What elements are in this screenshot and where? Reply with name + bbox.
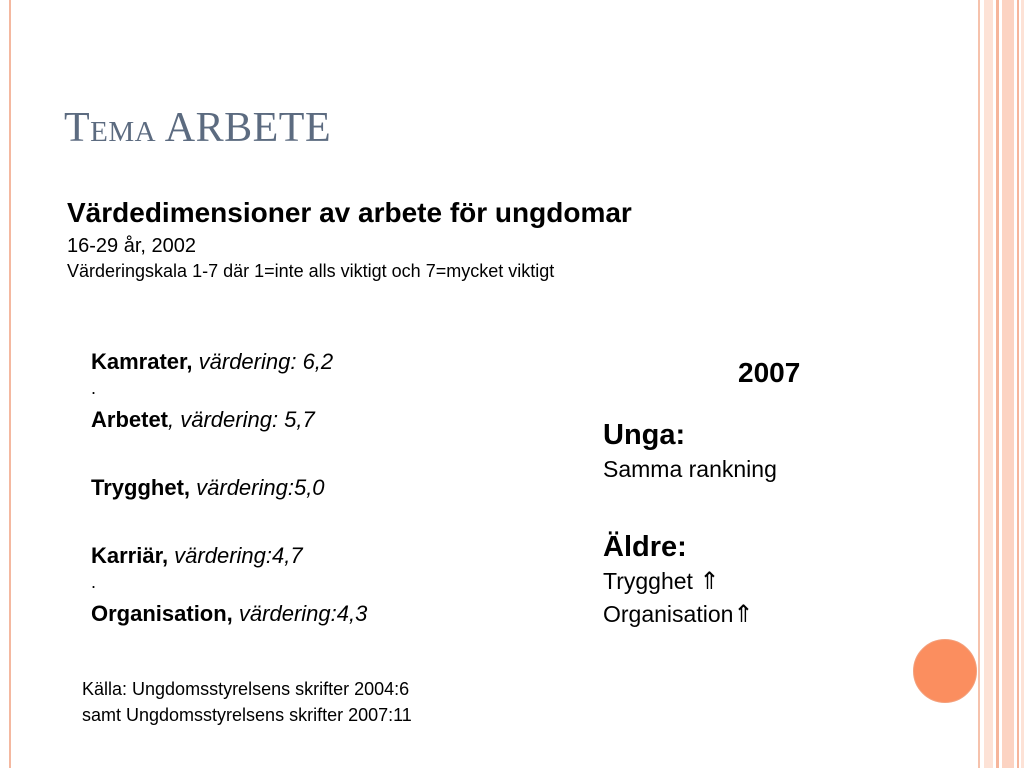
subtitle-block	[67, 193, 632, 283]
rating-label: Organisation,	[91, 601, 233, 626]
rating-value: värdering: 6,2	[192, 349, 334, 374]
orange-circle-decoration	[913, 639, 977, 703]
section-heading: Värdedimensioner av arbete för ungdomar	[67, 197, 632, 228]
source-note	[82, 676, 412, 728]
aldre-item-label: Trygghet	[603, 568, 700, 594]
rating-organisation	[91, 597, 367, 631]
stripe	[996, 0, 999, 768]
source-line-2: samt Ungdomsstyrelsens skrifter 2007:11	[82, 705, 412, 725]
stripe	[1017, 0, 1019, 768]
rating-label: Kamrater,	[91, 349, 193, 374]
stripe	[1002, 0, 1014, 768]
separator-dot: .	[91, 378, 97, 398]
aldre-item-organisation	[603, 598, 777, 631]
rating-value: , värdering: 5,7	[168, 407, 315, 432]
rating-karriar	[91, 539, 367, 573]
spacer	[91, 505, 367, 539]
rating-arbetet	[91, 403, 367, 437]
spacer	[603, 486, 777, 529]
age-line: 16-29 år, 2002	[67, 235, 196, 257]
source-line-1: Källa: Ungdomsstyrelsens skrifter 2004:6	[82, 679, 410, 699]
stripe	[978, 0, 980, 768]
scale-line: Värderingskala 1-7 där 1=inte alls viktigt och 7=mycket viktigt	[67, 261, 555, 281]
rating-value: värdering:4,3	[232, 601, 368, 626]
rating-kamrater	[91, 345, 367, 379]
aldre-heading: Äldre:	[603, 531, 687, 563]
separator-dot: .	[91, 572, 97, 592]
rating-trygghet	[91, 471, 367, 505]
year-label: 2007	[738, 357, 801, 388]
aldre-item-label: Organisation	[603, 601, 734, 627]
up-arrow-icon: ⇑	[699, 568, 720, 595]
unga-text: Samma rankning	[603, 456, 777, 482]
aldre-item-trygghet	[603, 565, 777, 598]
up-arrow-icon: ⇑	[733, 601, 754, 628]
ratings-list	[91, 345, 367, 631]
rating-value: värdering:5,0	[190, 475, 325, 500]
unga-heading: Unga:	[603, 419, 686, 451]
spacer	[91, 437, 367, 471]
comparison-panel	[603, 417, 777, 631]
stripe	[984, 0, 993, 768]
rating-label: Arbetet	[91, 407, 169, 432]
right-stripe-decoration	[978, 0, 1024, 768]
rating-label: Karriär,	[91, 543, 169, 568]
left-border-decoration	[0, 0, 11, 768]
rating-value: värdering:4,7	[168, 543, 303, 568]
rating-label: Trygghet,	[91, 475, 191, 500]
slide-title: Tema ARBETE	[64, 105, 332, 151]
